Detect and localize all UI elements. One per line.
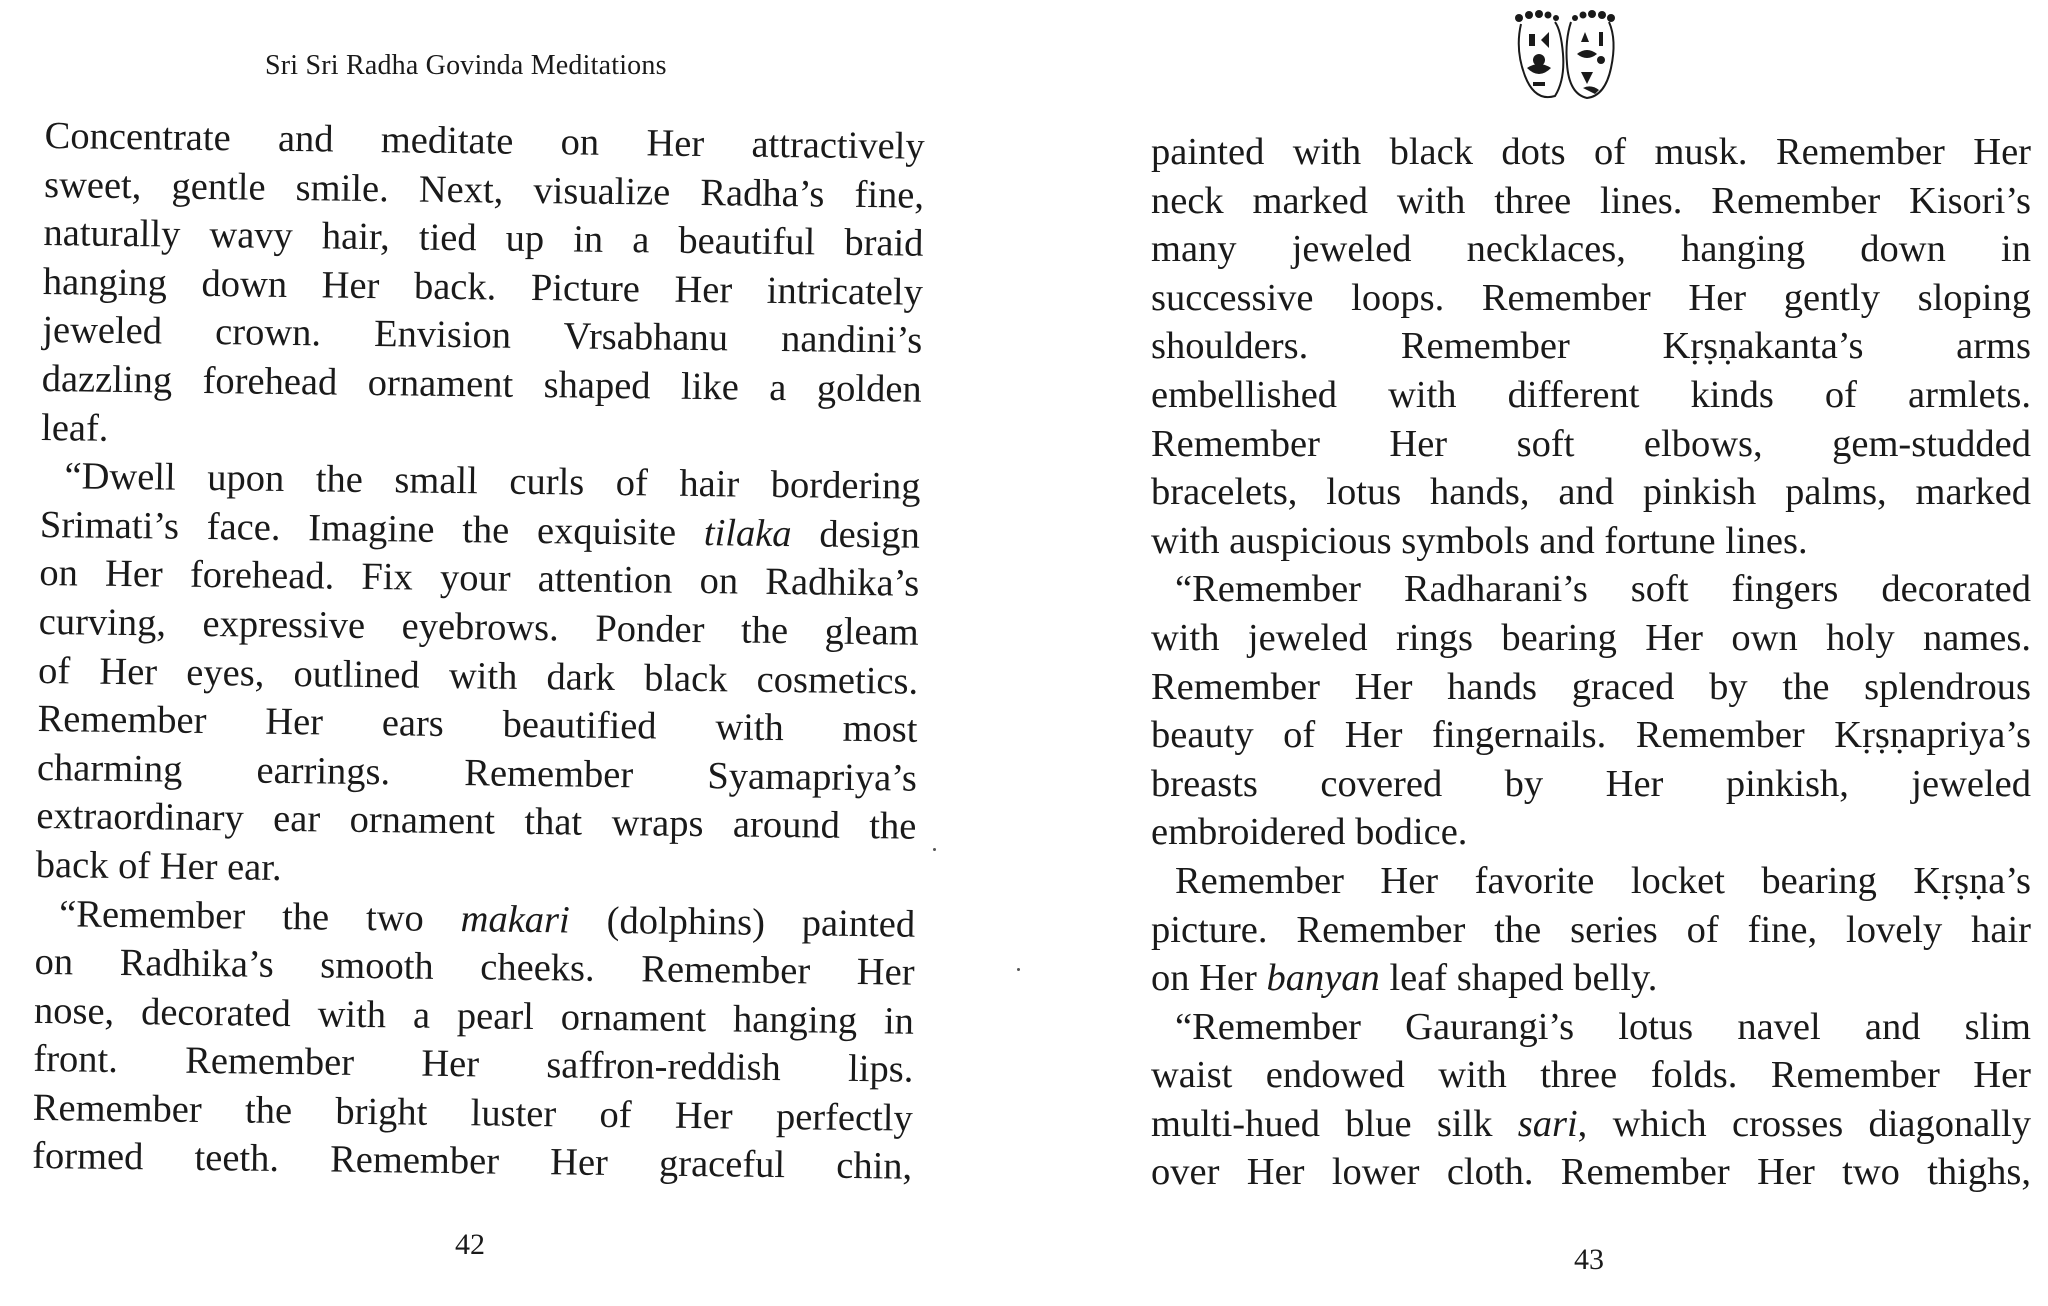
text-line: with auspicious symbols and fortune lines. [1151,519,1808,562]
lotus-feet-icon [1505,10,1629,106]
text-line: painted with black dots of musk. Remember Her [1151,131,2031,173]
text-line: front. Remember Her saffron-reddish lips. [33,1038,914,1091]
text-line: back of Her ear. [35,843,282,889]
text-line: successive loops. Remember Her gently sloping [1151,276,2031,319]
text-run: (dolphins) painted [569,898,916,946]
text-line: embellished with different kinds of armlets. [1151,373,2031,416]
text-run: “Remember the two [58,892,461,940]
text-line: with jeweled rings bearing Her own holy names. [1151,616,2031,659]
text-line: hanging down Her back. Picture Her intricately [42,260,924,314]
text-line: waist endowed with three folds. Remember Her [1151,1054,2031,1097]
text-line: jeweled crown. Envision Vrsabhanu nandini’s [42,309,923,363]
text-run: Srimati’s face. Imagine the exquisite [39,503,705,554]
text-line: Concentrate and meditate on Her attractively [44,114,925,168]
text-line: “Remember Radharani’s soft fingers decorated [1175,568,2031,611]
text-line: Remember the bright luster of Her perfectly [32,1086,914,1140]
text-line: leaf. [40,406,109,450]
text-line: over Her lower cloth. Remember Her two thighs, [1151,1151,2031,1194]
text-line: Remember Her ears beautified with most [37,698,918,751]
italic-term: tilaka [703,511,792,555]
right-body-text [1151,128,2031,1197]
text-run: on Her [1151,957,1267,1000]
stray-mark [1017,968,1020,971]
text-line: picture. Remember the series of fine, lovely hair [1151,908,2031,951]
text-line: charming earrings. Remember Syamapriya’s [36,746,918,800]
text-run: multi-hued blue silk [1151,1102,1518,1145]
left-body-text [32,112,925,1192]
text-line: embroidered bodice. [1151,811,1468,854]
page-number-right: 43 [1574,1243,1604,1276]
text-line: bracelets, lotus hands, and pinkish palms, marked [1151,471,2031,514]
text-line: of Her eyes, outlined with dark black cosmetics. [37,649,919,703]
text-line: on Her forehead. Fix your attention on Radhika’s [39,552,920,606]
text-line: on Radhika’s smooth cheeks. Remember Her [34,941,915,994]
text-line: many jeweled necklaces, hanging down in [1151,228,2031,271]
text-line: Remember Her soft elbows, gem-studded [1151,422,2031,465]
italic-term: sari [1517,1102,1578,1145]
right-page [1024,0,2048,1306]
text-line [1151,954,2031,1003]
text-line: extraordinary ear ornament that wraps around the [36,795,917,849]
running-head: Sri Sri Radha Govinda Meditations [265,50,667,81]
page-number-left: 42 [455,1228,485,1261]
stray-mark [933,848,936,851]
text-line: “Remember Gaurangi’s lotus navel and slim [1175,1005,2031,1048]
text-line: beauty of Her fingernails. Remember Kṛṣṇapriya’s [1151,714,2031,757]
text-line: breasts covered by Her pinkish, jeweled [1151,762,2031,805]
text-line [1151,1100,2031,1149]
text-run: leaf shaped belly. [1379,957,1658,1000]
italic-term: makari [460,897,571,941]
text-line: neck marked with three lines. Remember Kisori’s [1151,179,2031,222]
text-run: design [791,512,921,557]
text-line: naturally wavy hair, tied up in a beautiful braid [43,212,924,265]
text-line: sweet, gentle smile. Next, visualize Radha’s fine, [43,163,925,217]
text-line: formed teeth. Remember Her graceful chin, [31,1135,913,1189]
text-line: Remember Her hands graced by the splendrous [1151,665,2031,708]
text-line: Remember Her favorite locket bearing Kṛṣṇa’s [1175,859,2031,902]
text-line: curving, expressive eyebrows. Ponder the gleam [38,600,919,654]
text-line: shoulders. Remember Kṛṣṇakanta’s arms [1151,325,2031,368]
text-line: nose, decorated with a pearl ornament hanging in [33,989,915,1043]
text-line: “Dwell upon the small curls of hair bordering [64,455,921,508]
text-run: , which crosses diagonally [1577,1102,2031,1145]
italic-term: banyan [1266,957,1380,1000]
text-line: dazzling forehead ornament shaped like a golden [41,357,922,411]
